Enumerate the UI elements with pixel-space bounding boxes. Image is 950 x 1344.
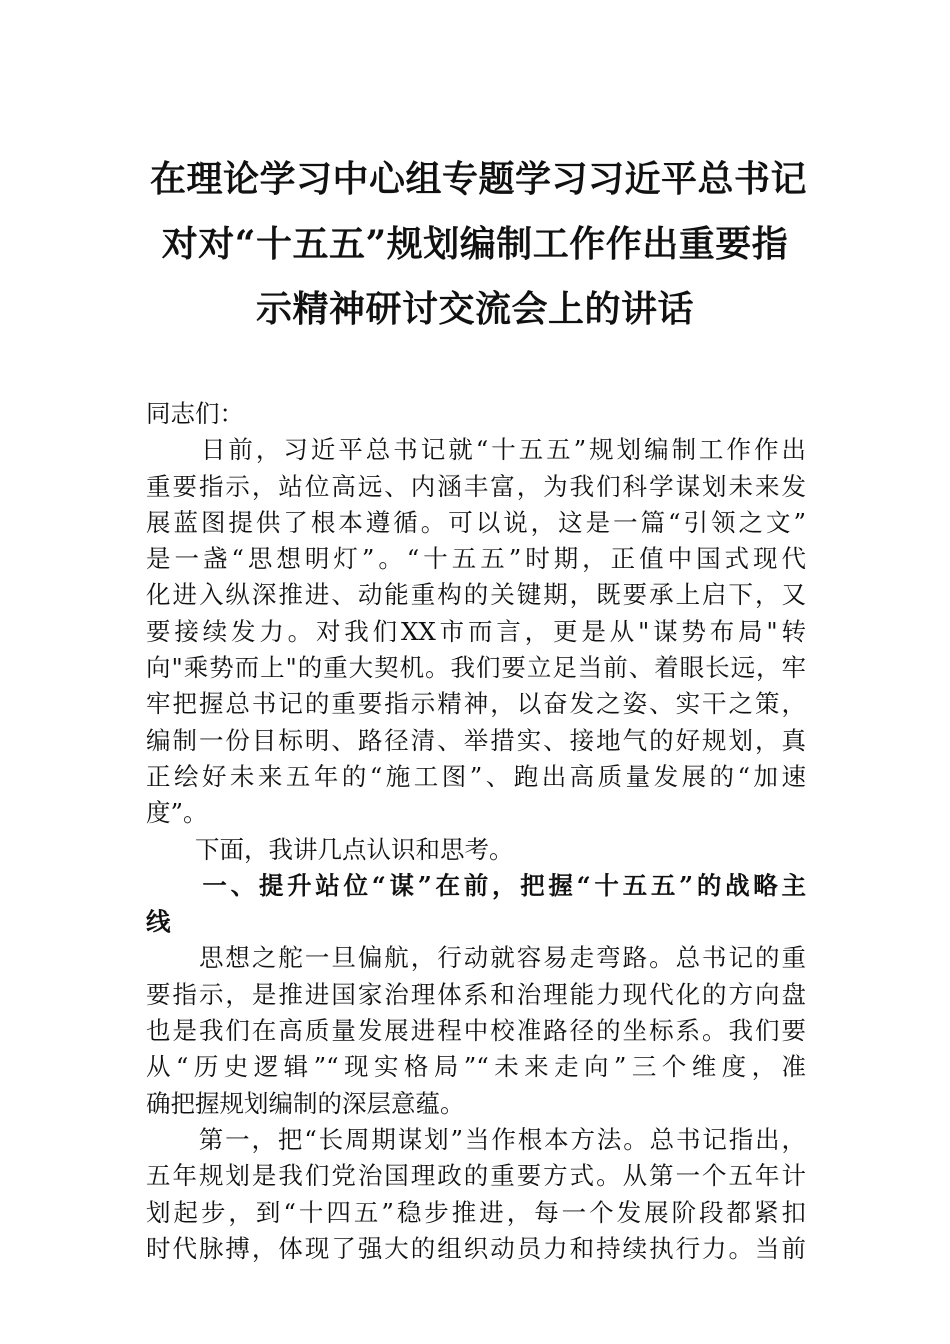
body-text-line: 五年规划是我们党治国理政的重要方式。从第一个五年计 — [146, 1161, 806, 1191]
body-text-line: 度”。 — [146, 798, 208, 828]
section-heading-line: 一、提升站位“谋”在前，把握“十五五”的战略主 — [146, 870, 806, 900]
document-body — [146, 396, 806, 1267]
document-title — [150, 158, 808, 353]
body-text-line: 牢把握总书记的重要指示精神，以奋发之姿、实干之策， — [146, 689, 806, 719]
title-line-2: 对对“十五五”规划编制工作作出重要指 — [161, 223, 789, 265]
body-text-line: 也是我们在高质量发展进程中校准路径的坐标系。我们要 — [146, 1016, 806, 1046]
body-text-line: 化进入纵深推进、动能重构的关键期，既要承上启下，又 — [146, 580, 806, 610]
section-heading-line: 线 — [146, 907, 171, 937]
body-text-line: 从“历史逻辑”“现实格局”“未来走向”三个维度，准 — [146, 1052, 806, 1082]
body-text-line: 下面，我讲几点认识和思考。 — [146, 834, 514, 864]
body-text-line: 正绘好未来五年的“施工图”、跑出高质量发展的“加速 — [146, 761, 806, 791]
body-text-line: 第一，把“长周期谋划”当作根本方法。总书记指出， — [146, 1124, 806, 1154]
body-text-line: 重要指示，站位高远、内涵丰富，为我们科学谋划未来发 — [146, 471, 806, 501]
body-text-line: 时代脉搏，体现了强大的组织动员力和持续执行力。当前 — [146, 1233, 806, 1263]
body-text-line: 要接续发力。对我们XX市而言，更是从"谋势布局"转 — [146, 616, 806, 646]
body-text-line: 日前，习近平总书记就“十五五”规划编制工作作出 — [146, 435, 806, 465]
title-line-3: 示精神研讨交流会上的讲话 — [255, 288, 694, 330]
body-text-line: 划起步，到“十四五”稳步推进，每一个发展阶段都紧扣 — [146, 1197, 806, 1227]
body-text-line: 要指示，是推进国家治理体系和治理能力现代化的方向盘 — [146, 979, 806, 1009]
body-text-line: 思想之舵一旦偏航，行动就容易走弯路。总书记的重 — [146, 943, 806, 973]
body-text-line: 向"乘势而上"的重大契机。我们要立足当前、着眼长远，牢 — [146, 653, 806, 683]
body-text-line: 是一盏“思想明灯”。“十五五”时期，正值中国式现代 — [146, 544, 806, 574]
body-text-line: 同志们： — [146, 399, 244, 428]
body-text-line: 编制一份目标明、路径清、举措实、接地气的好规划，真 — [146, 725, 806, 755]
title-line-1: 在理论学习中心组专题学习习近平总书记 — [150, 158, 808, 200]
body-text-line: 确把握规划编制的深层意蕴。 — [146, 1088, 465, 1118]
body-text-line: 展蓝图提供了根本遵循。可以说，这是一篇“引领之文” — [146, 507, 806, 537]
